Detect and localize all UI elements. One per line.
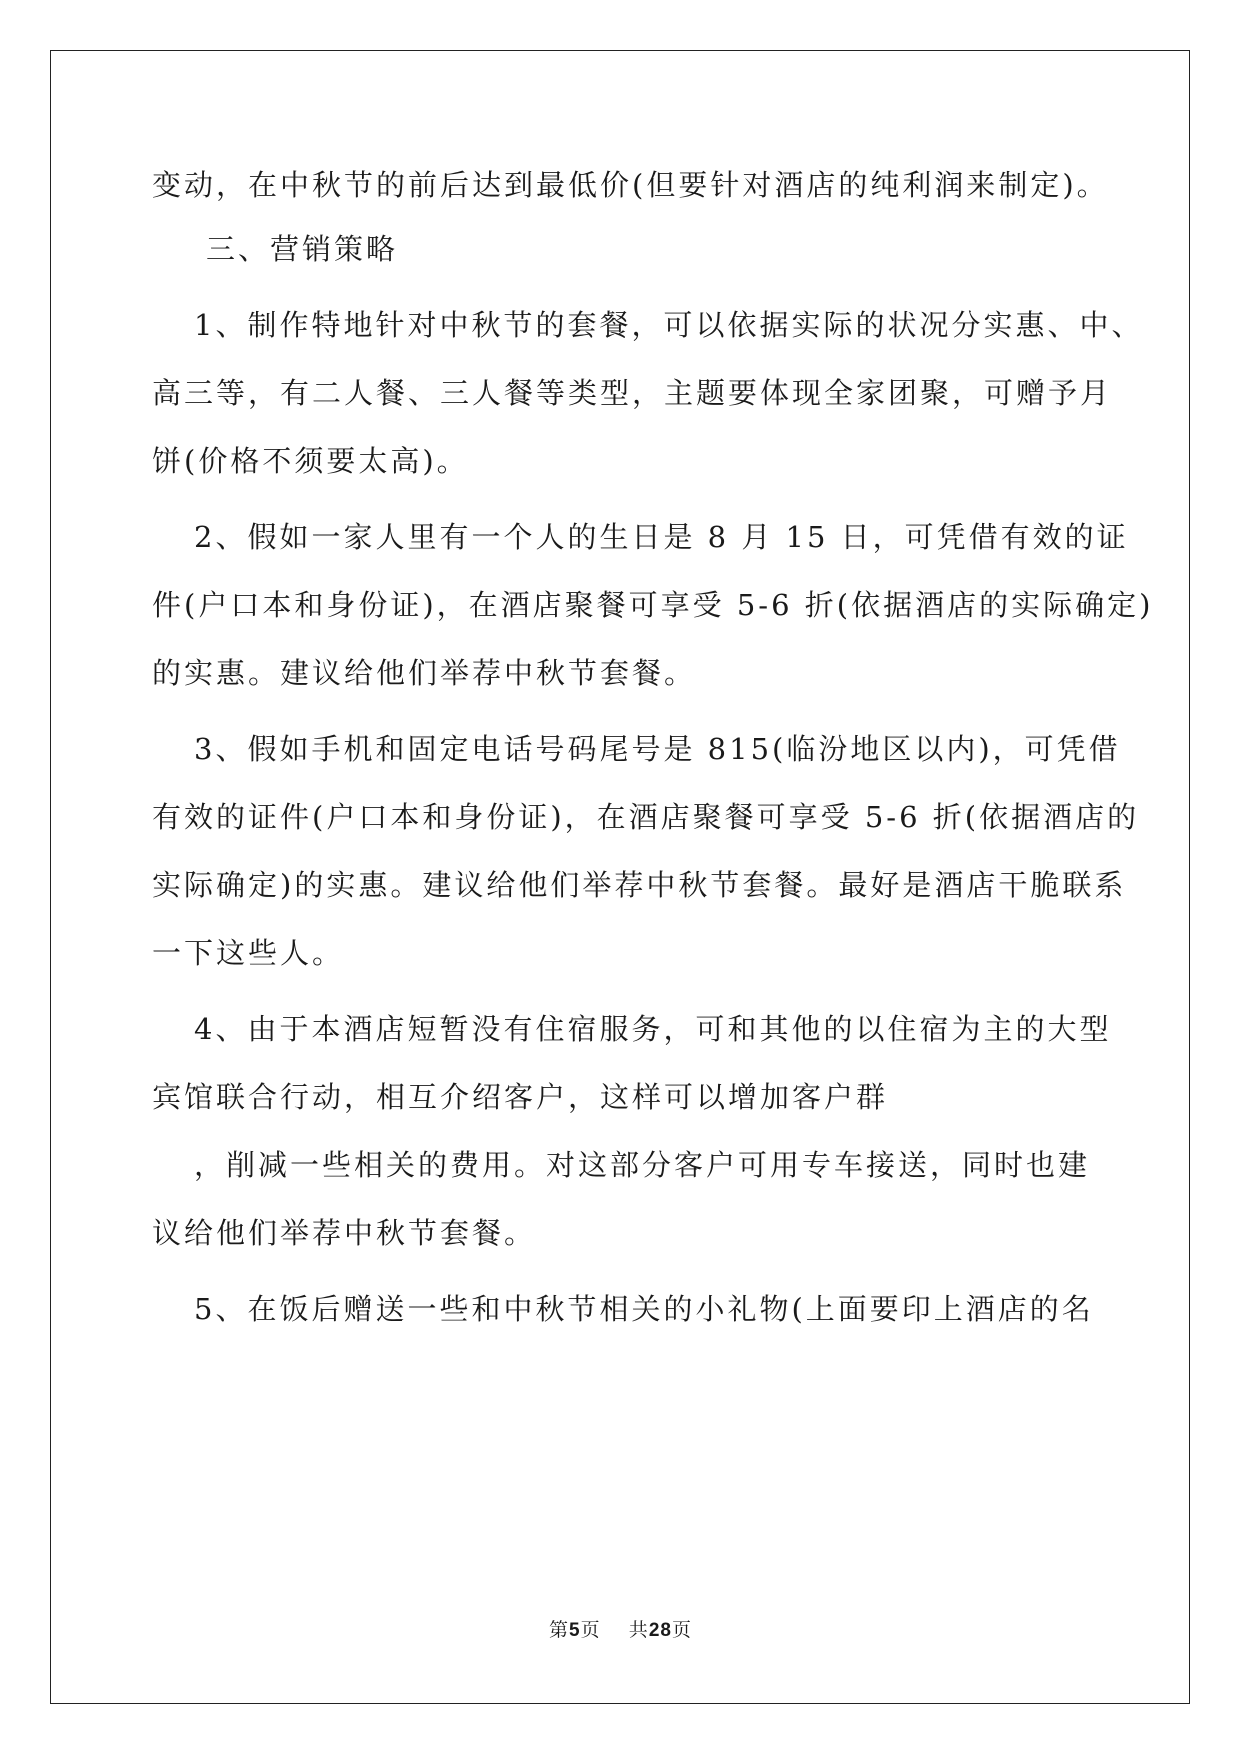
paragraph-line: 5、在饭后赠送一些和中秋节相关的小礼物(上面要印上酒店的名 (194, 1292, 1094, 1326)
total-suffix: 页 (671, 1619, 692, 1641)
page-footer (0, 1618, 1241, 1643)
page-prefix: 第 (549, 1619, 570, 1641)
paragraph-line: 议给他们举荐中秋节套餐。 (152, 1216, 537, 1250)
section-heading: 三、营销策略 (206, 232, 399, 266)
paragraph-line: 变动，在中秋节的前后达到最低价(但要针对酒店的纯利润来制定)。 (152, 168, 1109, 202)
paragraph-line: ，削减一些相关的费用。对这部分客户可用专车接送，同时也建 (194, 1148, 1091, 1182)
paragraph-line: 的实惠。建议给他们举荐中秋节套餐。 (152, 656, 697, 690)
paragraph-line: 4、由于本酒店短暂没有住宿服务，可和其他的以住宿为主的大型 (194, 1012, 1112, 1046)
total-pages: 28 (648, 1620, 672, 1641)
paragraph-line: 2、假如一家人里有一个人的生日是 8 月 15 日，可凭借有效的证 (194, 520, 1129, 554)
paragraph-line: 实际确定)的实惠。建议给他们举荐中秋节套餐。最好是酒店干脆联系 (152, 868, 1127, 902)
paragraph-line: 一下这些人。 (152, 936, 345, 970)
paragraph-line: 饼(价格不须要太高)。 (152, 444, 469, 478)
paragraph-line: 3、假如手机和固定电话号码尾号是 815(临汾地区以内)，可凭借 (194, 732, 1121, 766)
paragraph-line: 高三等，有二人餐、三人餐等类型，主题要体现全家团聚，可赠予月 (152, 376, 1113, 410)
paragraph-line: 1、制作特地针对中秋节的套餐，可以依据实际的状况分实惠、中、 (194, 308, 1144, 342)
page-suffix: 页 (580, 1619, 601, 1641)
paragraph-line: 有效的证件(户口本和身份证)，在酒店聚餐可享受 5-6 折(依据酒店的 (152, 800, 1140, 834)
paragraph-line: 宾馆联合行动，相互介绍客户，这样可以增加客户群 (152, 1080, 889, 1114)
page-number: 5 (569, 1620, 581, 1641)
total-prefix: 共 (628, 1619, 649, 1641)
paragraph-line: 件(户口本和身份证)，在酒店聚餐可享受 5-6 折(依据酒店的实际确定) (152, 588, 1154, 622)
